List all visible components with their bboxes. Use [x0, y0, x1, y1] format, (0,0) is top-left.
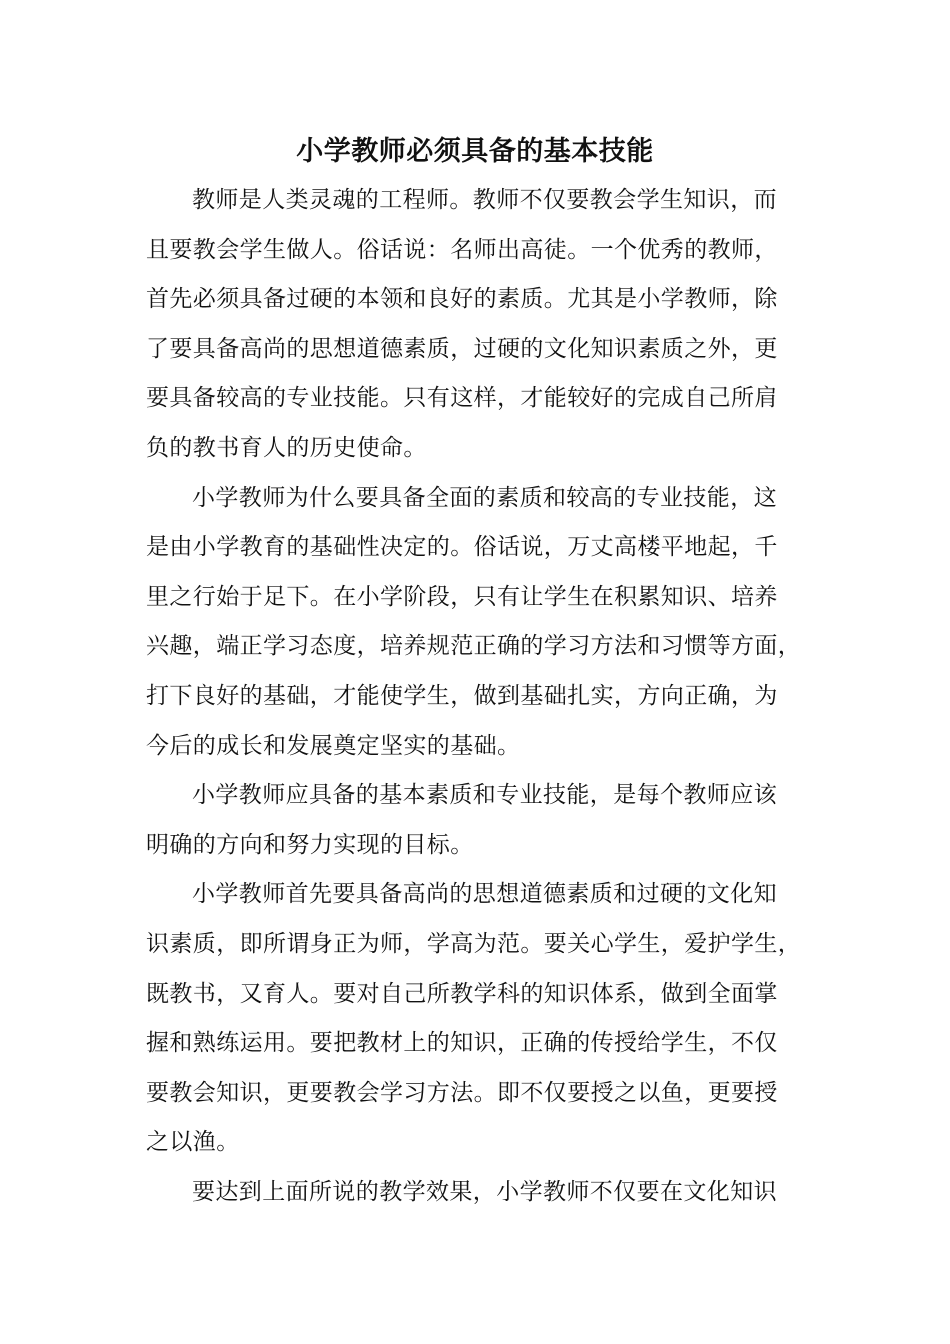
document-title: 小学教师必须具备的基本技能	[296, 136, 654, 167]
paragraph-4-line-5: 要教会知识，更要教会学习方法。即不仅要授之以鱼，更要授	[146, 1079, 778, 1106]
paragraph-1-line-4: 了要具备高尚的思想道德素质，过硬的文化知识素质之外，更	[146, 335, 778, 362]
paragraph-2-line-3: 里之行始于足下。在小学阶段，只有让学生在积累知识、培养	[146, 583, 778, 610]
paragraph-4-line-1: 小学教师首先要具备高尚的思想道德素质和过硬的文化知	[192, 881, 777, 908]
paragraph-2-line-1: 小学教师为什么要具备全面的素质和较高的专业技能，这	[192, 484, 777, 511]
paragraph-1-line-1: 教师是人类灵魂的工程师。教师不仅要教会学生知识，而	[192, 187, 777, 213]
paragraph-2-line-2: 是由小学教育的基础性决定的。俗话说，万丈高楼平地起，千	[146, 534, 778, 561]
paragraph-2-line-6: 今后的成长和发展奠定坚实的基础。	[146, 732, 521, 759]
paragraph-3-line-2: 明确的方向和努力实现的目标。	[146, 831, 474, 858]
document-body	[146, 176, 806, 1217]
paragraph-1-line-3: 首先必须具备过硬的本领和良好的素质。尤其是小学教师，除	[146, 286, 778, 313]
paragraph-4-line-3: 既教书，又育人。要对自己所教学科的知识体系，做到全面掌	[146, 980, 778, 1007]
paragraph-1-line-6: 负的教书育人的历史使命。	[146, 434, 427, 461]
paragraph-2-line-5: 打下良好的基础，才能使学生，做到基础扎实，方向正确，为	[146, 682, 778, 709]
paragraph-1-line-2: 且要教会学生做人。俗话说：名师出高徒。一个优秀的教师，	[146, 236, 778, 263]
paragraph-4-line-6: 之以渔。	[146, 1129, 240, 1156]
paragraph-2-line-4: 兴趣，端正学习态度，培养规范正确的学习方法和习惯等方面，	[146, 633, 802, 660]
paragraph-4-line-4: 握和熟练运用。要把教材上的知识，正确的传授给学生，不仅	[146, 1030, 778, 1057]
paragraph-3-line-1: 小学教师应具备的基本素质和专业技能，是每个教师应该	[192, 782, 777, 809]
paragraph-4-line-2: 识素质，即所谓身正为师，学高为范。要关心学生，爱护学生，	[146, 930, 802, 957]
paragraph-5-line-1: 要达到上面所说的教学效果，小学教师不仅要在文化知识	[192, 1178, 777, 1205]
paragraph-1-line-5: 要具备较高的专业技能。只有这样，才能较好的完成自己所肩	[146, 385, 778, 412]
